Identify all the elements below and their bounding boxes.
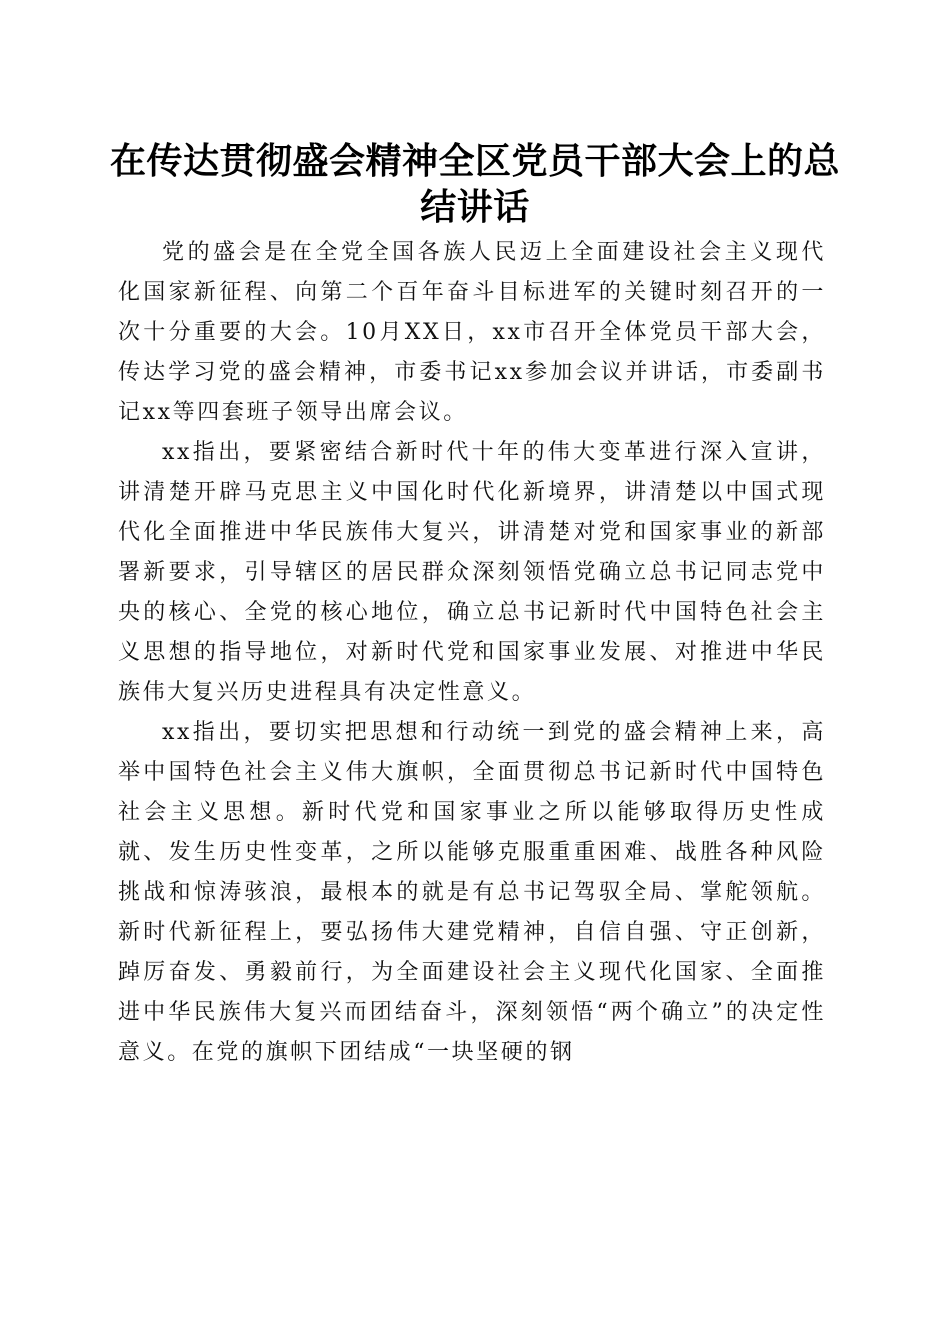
paragraph-3: xx指出，要切实把思想和行动统一到党的盛会精神上来，高举中国特色社会主义伟大旗帜，全面贯彻总书记新时代中国特色社会主义思想。新时代党和国家事业之所以能够取得历史性成就、发生历史性变革，之所以能够克服重重困难、战胜各种风险挑战和惊涛骇浪，最根本的就是有总书记驾驭全局、掌舵领航。新时代新征程上，要弘扬伟大建党精神，自信自强、守正创新，踔厉奋发、勇毅前行，为全面建设社会主义现代化国家、全面推进中华民族伟大复兴而团结奋斗，深刻领悟“两个确立”的决定性意义。在党的旗帜下团结成“一块坚硬的钢 bbox=[118, 720, 826, 1065]
document-body bbox=[118, 233, 826, 1073]
paragraph-2: xx指出，要紧密结合新时代十年的伟大变革进行深入宣讲，讲清楚开辟马克思主义中国化时代化新境界，讲清楚以中国式现代化全面推进中华民族伟大复兴，讲清楚对党和国家事业的新部署新要求，引导辖区的居民群众深刻领悟党确立总书记同志党中央的核心、全党的核心地位，确立总书记新时代中国特色社会主义思想的指导地位，对新时代党和国家事业发展、对推进中华民族伟大复兴历史进程具有决定性意义。 bbox=[118, 440, 826, 705]
document-title: 在传达贯彻盛会精神全区党员干部大会上的总结讲话 bbox=[110, 140, 841, 228]
paragraph-1: 党的盛会是在全党全国各族人民迈上全面建设社会主义现代化国家新征程、向第二个百年奋斗目标进军的关键时刻召开的一次十分重要的大会。10月XX日，xx市召开全体党员干部大会，传达学习党的盛会精神，市委书记xx参加会议并讲话，市委副书记xx等四套班子领导出席会议。 bbox=[118, 240, 826, 425]
